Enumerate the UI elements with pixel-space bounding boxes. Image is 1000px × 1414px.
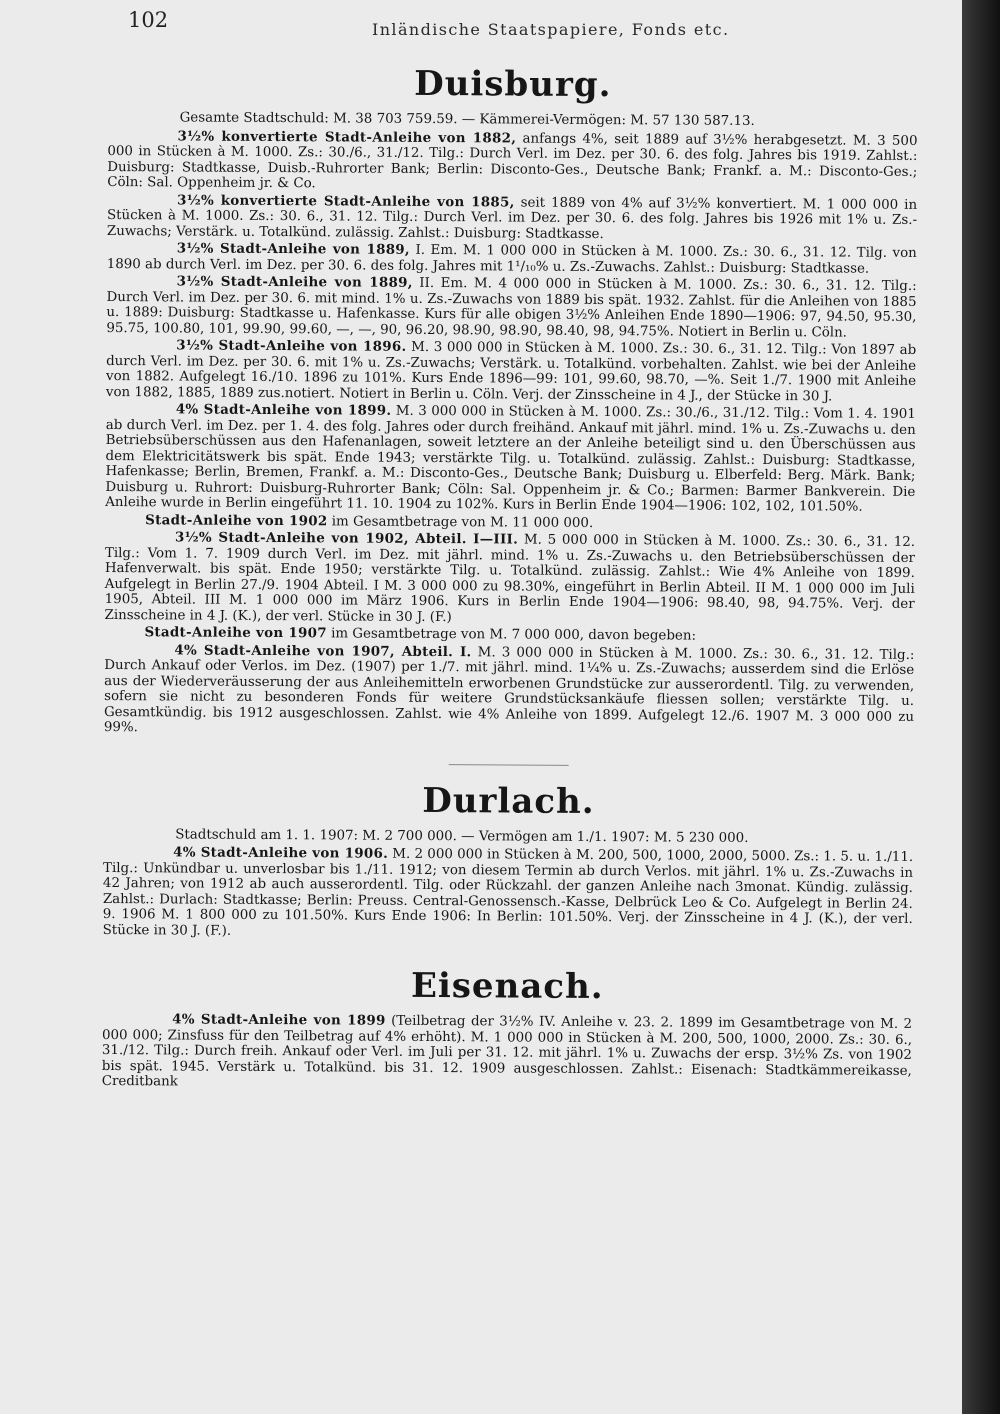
loan-details: I. Em. M. 1 000 000 in Stücken à M. 1000. Zs.: 30. 6., 31. 12. Tilg. von 1890 ab durch Verl. im Dez. per 30. 6. des folg. Jahres mit 1¹/₁₀% u. Zs.-Zuwachs. Zahlst.: Duisburg: Stadtkasse. xyxy=(106,242,917,277)
loan-details: M. 2 000 000 in Stücken à M. 200, 500, 1000, 2000, 5000. Zs.: 1. 5. u. 1./11. Tilg.: Unkündbar u. unverlosbar bis 1./11. 1912; von diesem Termin ab durch Verlos. mit jährl. 1% u. Zs.-Zuwachs in 42 Jahren; von 1912 ab auch ausserordentl. Tilg. oder Rückzahl. der ganzen Anleihe nach 3monat. Kündig. zulässig. Zahlst.: Durlach: Stadtkasse; Berlin: Preuss. Central-Genossensch.-Kasse, Delbrück Leo & Co. Aufgelegt in Berlin 24. 9. 1906 M. 1 800 000 zu 101.50%. Kurs Ende 1906: In Berlin: 101.50%. Verj. der Zinsscheine in 4 J. (K.), der verl. Stücke in 30 J. (F.). xyxy=(102,846,914,939)
section-duisburg xyxy=(104,62,918,740)
durlach-intro: Stadtschuld am 1. 1. 1907: M. 2 700 000. — Vermögen am 1./1. 1907: M. 5 230 000. xyxy=(175,826,749,846)
duisburg-entries xyxy=(104,128,918,740)
loan-title: 3½% Stadt-Anleihe von 1896. xyxy=(176,337,407,355)
loan-entry xyxy=(107,128,917,195)
loan-details: II. Em. M. 4 000 000 in Stücken à M. 1000. Zs.: 30. 6., 31. 12. Tilg.: Durch Verl. im Dez. per 30. 6. mit mind. 1% u. Zs.-Zuwachs von 1889 bis spät. 1932. Zahlst. für die Anleihen von 1885 u. 1889: Duisburg: Stadtkasse u. Hafenkasse. Kurs für alle obigen 3½% Anleihen Ende 1890—1906: 97, 94.50, 95.30, 95.75, 100.80, 101, 99.90, 99.60, —, —, 90, 96.20, 98.90, 98.90, 98.40, 98, 94.75%. Notiert in Berlin u. Cöln. xyxy=(106,275,917,341)
loan-title: 4% Stadt-Anleihe von 1899. xyxy=(175,401,392,419)
loan-title: 3½% konvertierte Stadt-Anleihe von 1885, xyxy=(177,191,515,210)
loan-title: 4% Stadt-Anleihe von 1906. xyxy=(173,844,389,862)
loan-details: M. 3 000 000 in Stücken à M. 1000. Zs.: 30. 6., 31. 12. Tilg.: Von 1897 ab durch Verl. im Dez. per 30. 6. mit 1% u. Zs.-Zuwachs; Verstärk. u. Totalkünd. vorbehalten. Zahlst. wie bei der Anleihe von 1882. Aufgelegt 16./10. 1896 zu 101%. Kurs Ende 1896—99: 101, 99.60, 98.70, —%. Seit 1./7. 1900 mit Anleihe von 1882, 1885, 1889 zus.notiert. Notiert in Berlin u. Cöln. Verj. der Zinsscheine in 4 J., der Stücke in 30 J. xyxy=(105,339,917,404)
durlach-entries xyxy=(103,845,914,943)
section-eisenach xyxy=(102,964,913,1094)
page-header xyxy=(0,6,962,39)
loan-details: (Teilbetrag der 3½% IV. Anleihe v. 23. 2. 1899 im Gesamtbetrage von M. 2 000 000; Zinsfuss für den Teilbetrag auf 4% erhöht). M. 1 000 000 in Stücken à M. 200, 500, 1000, 2000. Zs.: 30. 6., 31./12. Tilg.: Durch freih. Ankauf oder Verl. im Juli per 31. 12. mit jährl. 1% u. Zuwachs der ersp. 3½% Zs. von 1902 bis spät. 1945. Verstärk u. Totalkünd. bis 31. 12. 1909 ausgeschlossen. Zahlst.: Eisenach: Stadtkämmereikasse, Creditbank xyxy=(101,1013,913,1090)
loan-title: 4% Stadt-Anleihe von 1899 xyxy=(172,1011,386,1029)
loan-title: 3½% Stadt-Anleihe von 1889, xyxy=(176,240,410,258)
city-heading-durlach: Durlach. xyxy=(422,780,595,822)
loan-title: 4% Stadt-Anleihe von 1907, Abteil. I. xyxy=(174,641,472,660)
loan-entry xyxy=(102,1012,912,1094)
section-divider xyxy=(449,764,569,766)
loan-entry xyxy=(103,845,914,943)
loan-details: im Gesamtbetrage von M. 11 000 000. xyxy=(327,513,594,531)
loan-title: Stadt-Anleihe von 1902 xyxy=(145,511,328,529)
loan-title: 3½% konvertierte Stadt-Anleihe von 1882, xyxy=(177,127,517,146)
page-edge-shadow xyxy=(962,0,1000,1414)
loan-entry xyxy=(105,402,916,515)
page-body xyxy=(102,56,918,1096)
loan-details: seit 1889 von 4% auf 3½% konvertiert. M. 1 000 000 in Stücken à M. 1000. Zs.: 30. 6., 31. 12. Tilg.: Durch Verl. im Dez. per 30. 6. des folg. Jahres bis 1926 mit 1% u. Zs.-Zuwachs; Verstärk. u. Totalkünd. zulässig. Zahlst.: Duisburg: Stadtkasse. xyxy=(106,194,918,242)
city-heading-eisenach: Eisenach. xyxy=(410,965,604,1008)
duisburg-intro: Gesamte Stadtschuld: M. 38 703 759.59. — Kämmerei-Vermögen: M. 57 130 587.13. xyxy=(179,110,755,129)
eisenach-entries xyxy=(102,1012,912,1094)
loan-entry xyxy=(107,192,917,243)
loan-details: M. 5 000 000 in Stücken à M. 1000. Zs.: 30. 6., 31. 12. Tilg.: Vom 1. 7. 1909 durch Verl. im Dez. mit jährl. mind. 1% u. Zs.-Zuwachs u. den Betriebsüberschüssen der Hafenverwalt. bis spät. Ende 1950; verstärkte Tilg. u. Totalkünd. zulässig. Zahlst.: Wie 4% Anleihe von 1899. Aufgelegt in Berlin 27./9. 1904 Abteil. I M. 3 000 000 zu 98.30%, eingeführt in Berlin Abteil. II M. 1 000 000 im Juli 1905, Abteil. III M. 1 000 000 im März 1906. Kurs in Berlin Ende 1904—1906: 98.40, 98, 94.75%. Verj. der Zinsscheine in 4 J. (K.), der verl. Stücke in 30 J. (F.) xyxy=(104,532,916,625)
loan-entry xyxy=(106,274,916,341)
section-durlach xyxy=(103,778,914,942)
loan-entry xyxy=(104,642,915,740)
running-head: Inländische Staatspapiere, Fonds etc. xyxy=(372,20,730,39)
loan-details: im Gesamtbetrage von M. 7 000 000, davon begeben: xyxy=(326,626,697,644)
loan-details: M. 3 000 000 in Stücken à M. 1000. Zs.: 30. 6., 31. 12. Tilg.: Durch Ankauf oder Verlos. im Dez. (1907) per 1./7. mit jährl. mind. 1¼% u. Zs.-Zuwachs; ausserdem sind die Erlöse aus der Wiederveräusserung der aus Anleihemitteln erworbenen Grundstücke zur ausserordentl. Tilg. zu verwenden, sofern sie nicht zu besonderen Fonds für weitere Grundstücksankäufe fliessen sollen; verstärkte Tilg. u. Gesamtkündig. bis 1912 ausgeschlossen. Zahlst. wie 4% Anleihe von 1899. Aufgelegt 12./6. 1907 M. 3 000 000 zu 99%. xyxy=(103,644,915,736)
loan-entry xyxy=(107,241,917,277)
loan-details: M. 3 000 000 in Stücken à M. 1000. Zs.: 30./6., 31./12. Tilg.: Vom 1. 4. 1901 ab durch Verl. im Dez. per 1. 4. des folg. Jahres oder durch freihänd. Ankauf mit jährl. mind. 1% u. Zs.-Zuwachs u. den Betriebsüberschüssen aus den Hafenanlagen, soweit letztere an der Anleihe beteiligt sind u. den Überschüssen aus dem Elektricitätswerk bis spät. Ende 1943; verstärkte Tilg. u. Totalkünd. zulässig. Zahlst.: Duisburg: Stadtkasse, Hafenkasse; Berlin, Bremen, Frankf. a. M.: Disconto-Ges., Deutsche Bank; Duisburg u. Elberfeld: Berg. Märk. Bank; Duisburg u. Ruhrort: Duisburg-Ruhrorter Bank; Cöln: Sal. Oppenheim jr. & Co.; Barmen: Barmer Bankverein. Die Anleihe wurde in Berlin eingeführt 11. 10. 1904 zu 102%. Kurs in Berlin Ende 1904—1906: 102, 102, 101.50%. xyxy=(105,403,916,515)
loan-title: 3½% Stadt-Anleihe von 1902, Abteil. I—III. xyxy=(175,529,519,548)
loan-title: Stadt-Anleihe von 1907 xyxy=(144,624,327,642)
loan-details: anfangs 4%, seit 1889 auf 3½% herabgesetzt. M. 3 500 000 in Stücken à M. 1000. Zs.: 30./6., 31./12. Tilg.: Durch Verl. im Dez. per 30. 6. des folg. Jahres bis 1919. Zahlst.: Duisburg: Stadtkasse, Duisb.-Ruhrorter Bank; Berlin: Disconto-Ges., Deutsche Bank; Frankf. a. M.: Disconto-Ges.; Cöln: Sal. Oppenheim jr. & Co. xyxy=(107,130,918,192)
loan-entry xyxy=(106,338,916,405)
loan-title: 3½% Stadt-Anleihe von 1889, xyxy=(176,273,413,291)
page-number: 102 xyxy=(128,8,169,32)
loan-entry xyxy=(105,530,916,628)
city-heading-duisburg: Duisburg. xyxy=(414,63,612,106)
